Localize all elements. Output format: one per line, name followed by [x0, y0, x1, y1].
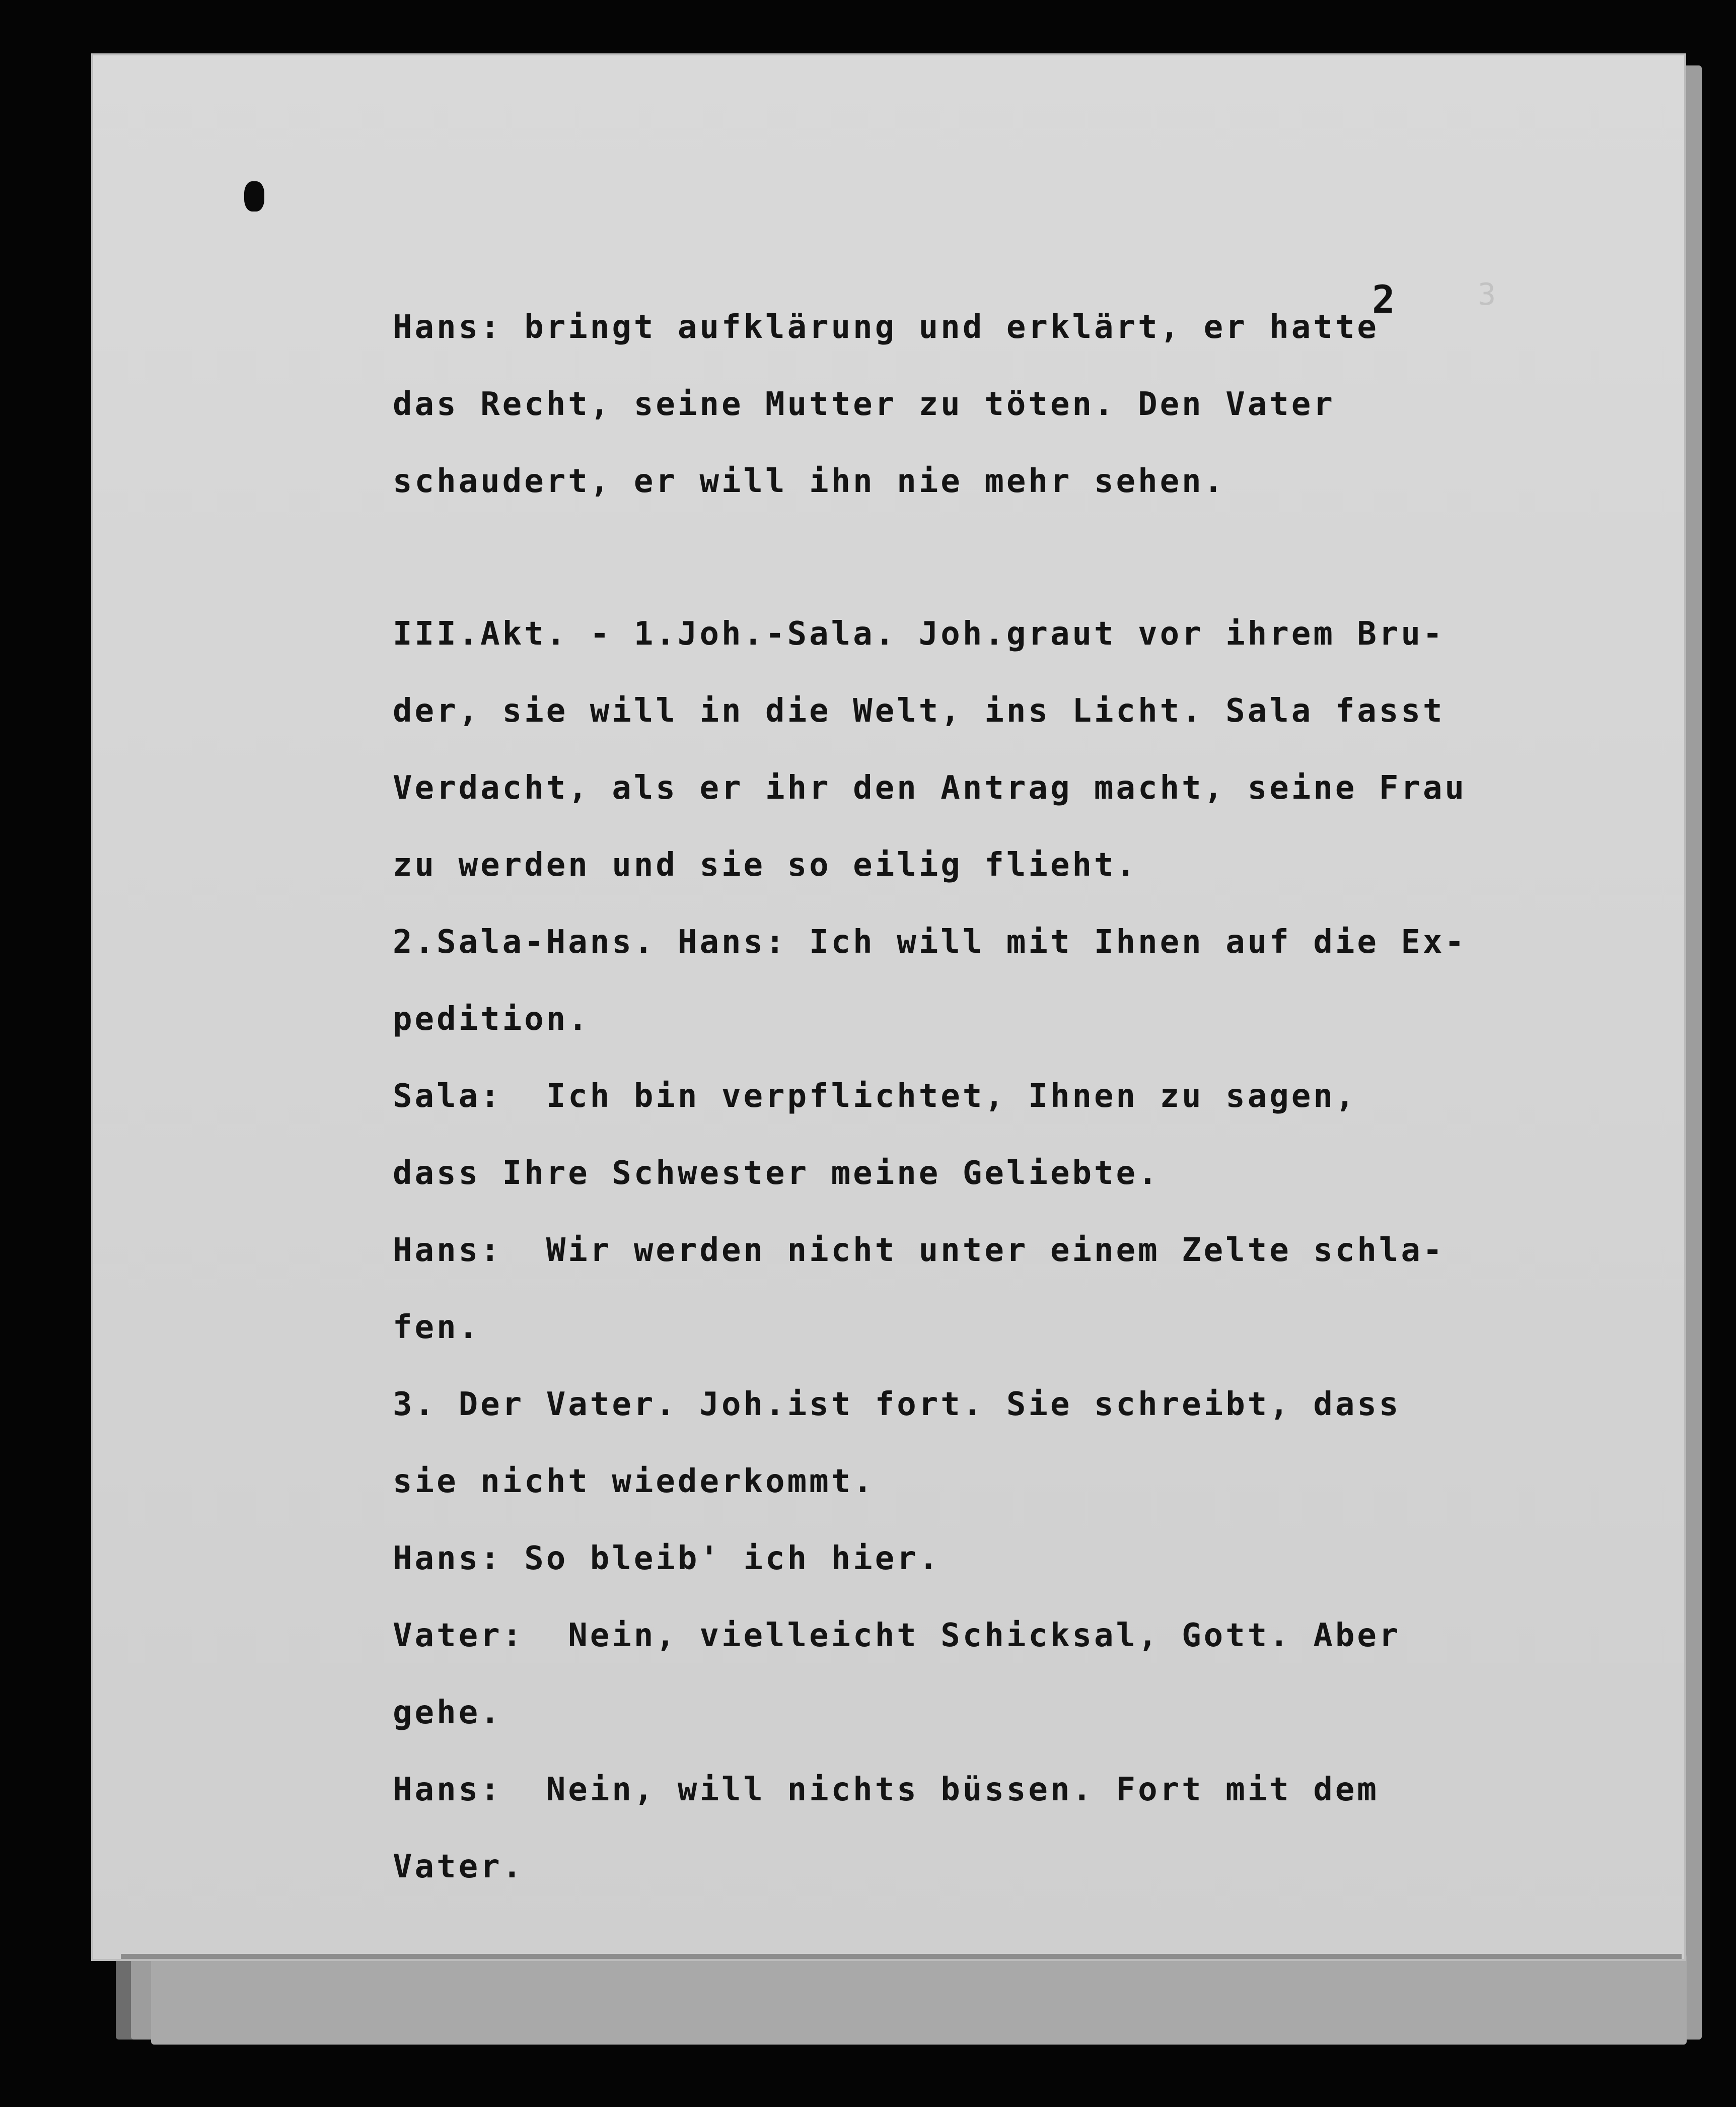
text-line: dass Ihre Schwester meine Geliebte.: [393, 1155, 1160, 1192]
text-line: Verdacht, als er ihr den Antrag macht, seine Frau: [393, 769, 1467, 807]
text-line: gehe.: [393, 1694, 502, 1731]
text-line: Hans: Nein, will nichts büssen. Fort mit dem: [393, 1771, 1379, 1808]
page-number: 2: [1372, 277, 1395, 322]
text-line: Vater: Nein, vielleicht Schicksal, Gott. Aber: [393, 1617, 1401, 1654]
text-line: zu werden und sie so eilig flieht.: [393, 847, 1138, 884]
text-line: der, sie will in die Welt, ins Licht. Sala fasst: [393, 692, 1445, 730]
underlying-page-edge: [151, 1954, 1687, 2045]
paragraph-gap: [393, 533, 1561, 609]
text-line: pedition.: [393, 1001, 590, 1038]
text-line: Hans: bringt aufklärung und erklärt, er hatte: [393, 309, 1379, 346]
text-line: Sala: Ich bin verpflichtet, Ihnen zu sagen,: [393, 1078, 1357, 1115]
text-line: schaudert, er will ihn nie mehr sehen.: [393, 463, 1226, 500]
text-line: Hans: Wir werden nicht unter einem Zelte schla-: [393, 1232, 1445, 1269]
typescript-body: [393, 302, 1561, 1919]
text-line: Hans: So bleib' ich hier.: [393, 1540, 941, 1577]
page-fold-edge: [121, 1954, 1682, 1959]
text-line: Vater.: [393, 1848, 525, 1885]
bleed-through-page-number: 3: [1478, 277, 1496, 312]
text-line: 3. Der Vater. Joh.ist fort. Sie schreibt, dass: [393, 1386, 1401, 1423]
text-line: das Recht, seine Mutter zu töten. Den Vater: [393, 386, 1335, 423]
text-line: 2.Sala-Hans. Hans: Ich will mit Ihnen auf die Ex-: [393, 924, 1467, 961]
text-line: fen.: [393, 1309, 481, 1346]
punch-hole: [244, 181, 264, 212]
text-line: III.Akt. - 1.Joh.-Sala. Joh.graut vor ihrem Bru-: [393, 615, 1445, 653]
text-line: sie nicht wiederkommt.: [393, 1463, 875, 1500]
